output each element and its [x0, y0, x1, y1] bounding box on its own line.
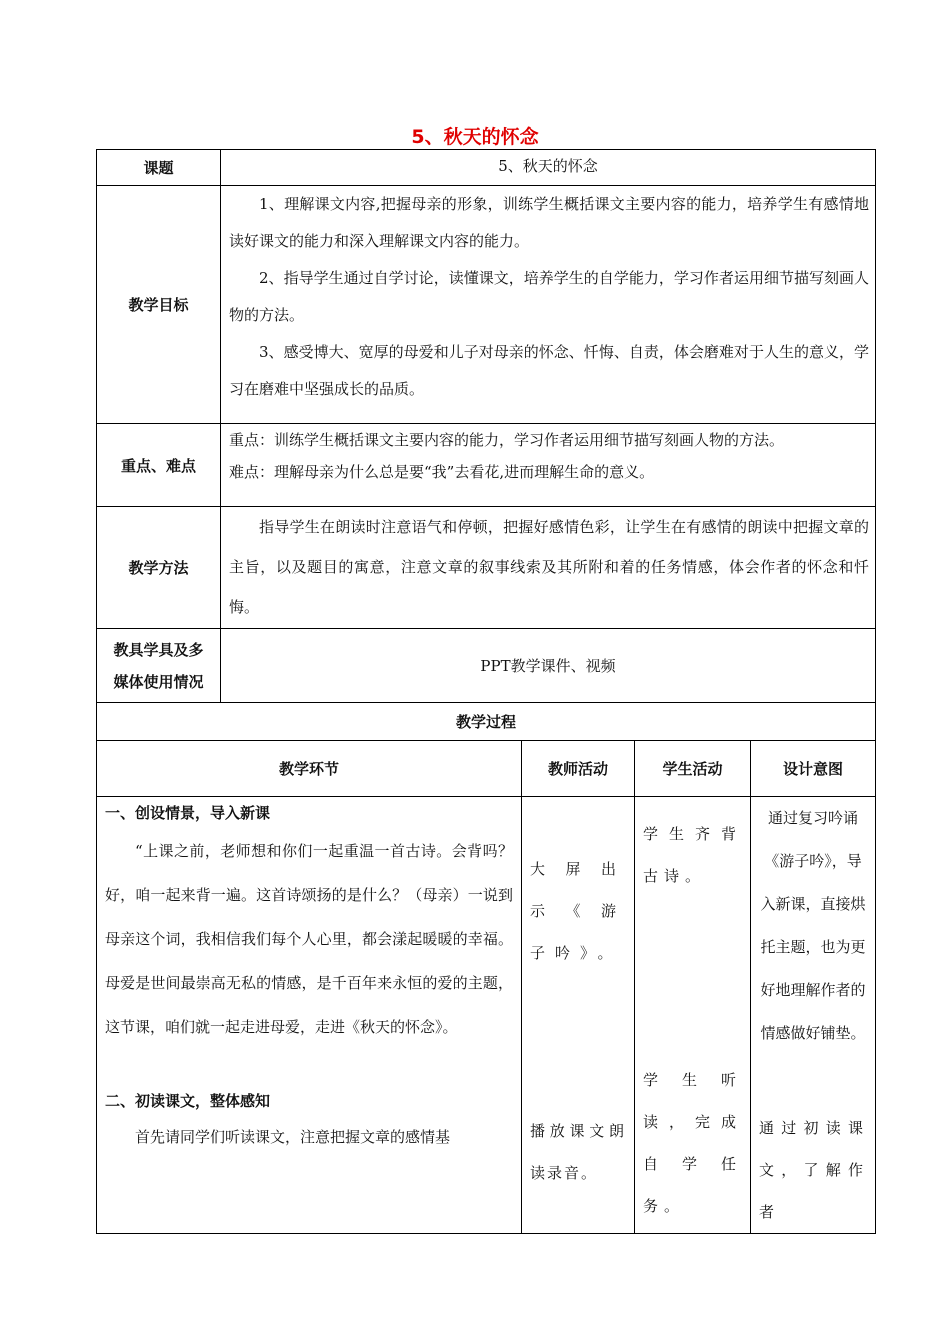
goal-item: 2、指导学生通过自学讨论，读懂课文，培养学生的自学能力，学习作者运用细节描写刻画人物的方法。 — [229, 269, 870, 324]
media-value: PPT教学课件、视频 — [221, 629, 876, 703]
media-label-line1: 教具学具及多 — [113, 640, 204, 659]
goal-item: 3、感受博大、宽厚的母爱和儿子对母亲的怀念、忏悔、自责，体会磨难对于人生的意义，学习在磨难中坚强成长的品质。 — [229, 343, 870, 398]
student-activity-cell — [635, 797, 751, 1234]
key-point-text: 重点：训练学生概括课文主要内容的能力，学习作者运用细节描写刻画人物的方法。 — [229, 431, 785, 449]
method-text: 指导学生在朗读时注意语气和停顿，把握好感情色彩，让学生在有感情的朗读中把握文章的主旨，以及题目的寓意，注意文章的叙事线索及其所附和着的任务情感，体会作者的怀念和忏悔。 — [229, 518, 870, 616]
section2-title: 二、初读课文，整体感知 — [105, 1092, 271, 1110]
method-label: 教学方法 — [97, 507, 221, 629]
media-label — [97, 629, 221, 703]
keypoints-row — [97, 424, 876, 507]
section1-text: “上课之前，老师想和你们一起重温一首古诗。会背吗？好，咱一起来背一遍。这首诗颂扬的是什么？（母亲）一说到母亲这个词，我相信我们每个人心里，都会漾起暖暖的幸福。母爱是世间最崇高无私的情感，是千百年来永恒的爱的主题，这节课，咱们就一起走进母爱，走进《秋天的怀念》。 — [105, 842, 513, 1036]
media-label-line2: 媒体使用情况 — [113, 672, 204, 691]
header-teacher: 教师活动 — [522, 741, 635, 797]
header-stage: 教学环节 — [97, 741, 522, 797]
goals-cell — [221, 186, 876, 424]
process-title-row — [97, 703, 876, 741]
keypoints-cell — [221, 424, 876, 507]
process-header-row — [97, 741, 876, 797]
student-activity-2: 学生听读，完成自学任务。 — [643, 1071, 742, 1215]
section2-text: 首先请同学们听读课文，注意把握文章的感情基 — [135, 1128, 451, 1146]
design-intent-cell — [751, 797, 876, 1234]
design-intent-2: 通过初读课文，了解作者 — [759, 1119, 868, 1221]
process-title: 教学过程 — [97, 703, 876, 741]
goals-row — [97, 186, 876, 424]
student-activity-1: 学生齐背古诗。 — [643, 825, 742, 885]
document-title: 5、秋天的怀念 — [411, 126, 539, 148]
method-cell — [221, 507, 876, 629]
difficult-point-text: 难点：理解母亲为什么总是要“我”去看花,进而理解生命的意义。 — [229, 463, 655, 481]
design-intent-1: 通过复习吟诵《游子吟》，导入新课，直接烘托主题，也为更好地理解作者的情感做好铺垫。 — [760, 809, 866, 1042]
teacher-activity-1: 大屏出示《游子吟》。 — [530, 860, 626, 962]
teacher-activity-cell — [522, 797, 635, 1234]
topic-row — [97, 150, 876, 186]
section1-title: 一、创设情景，导入新课 — [105, 804, 271, 822]
goal-item: 1、理解课文内容,把握母亲的形象，训练学生概括课文主要内容的能力，培养学生有感情地读好课文的能力和深入理解课文内容的能力。 — [229, 195, 870, 250]
lesson-plan-table — [96, 149, 876, 1234]
method-row — [97, 507, 876, 629]
process-content-row — [97, 797, 876, 1234]
teacher-activity-2: 播放课文朗读录音。 — [530, 1122, 626, 1182]
topic-value: 5、秋天的怀念 — [221, 150, 876, 186]
goals-label: 教学目标 — [97, 186, 221, 424]
keypoints-label: 重点、难点 — [97, 424, 221, 507]
topic-label: 课题 — [97, 150, 221, 186]
media-row — [97, 629, 876, 703]
header-student: 学生活动 — [635, 741, 751, 797]
header-intent: 设计意图 — [751, 741, 876, 797]
process-stage-cell — [97, 797, 522, 1234]
